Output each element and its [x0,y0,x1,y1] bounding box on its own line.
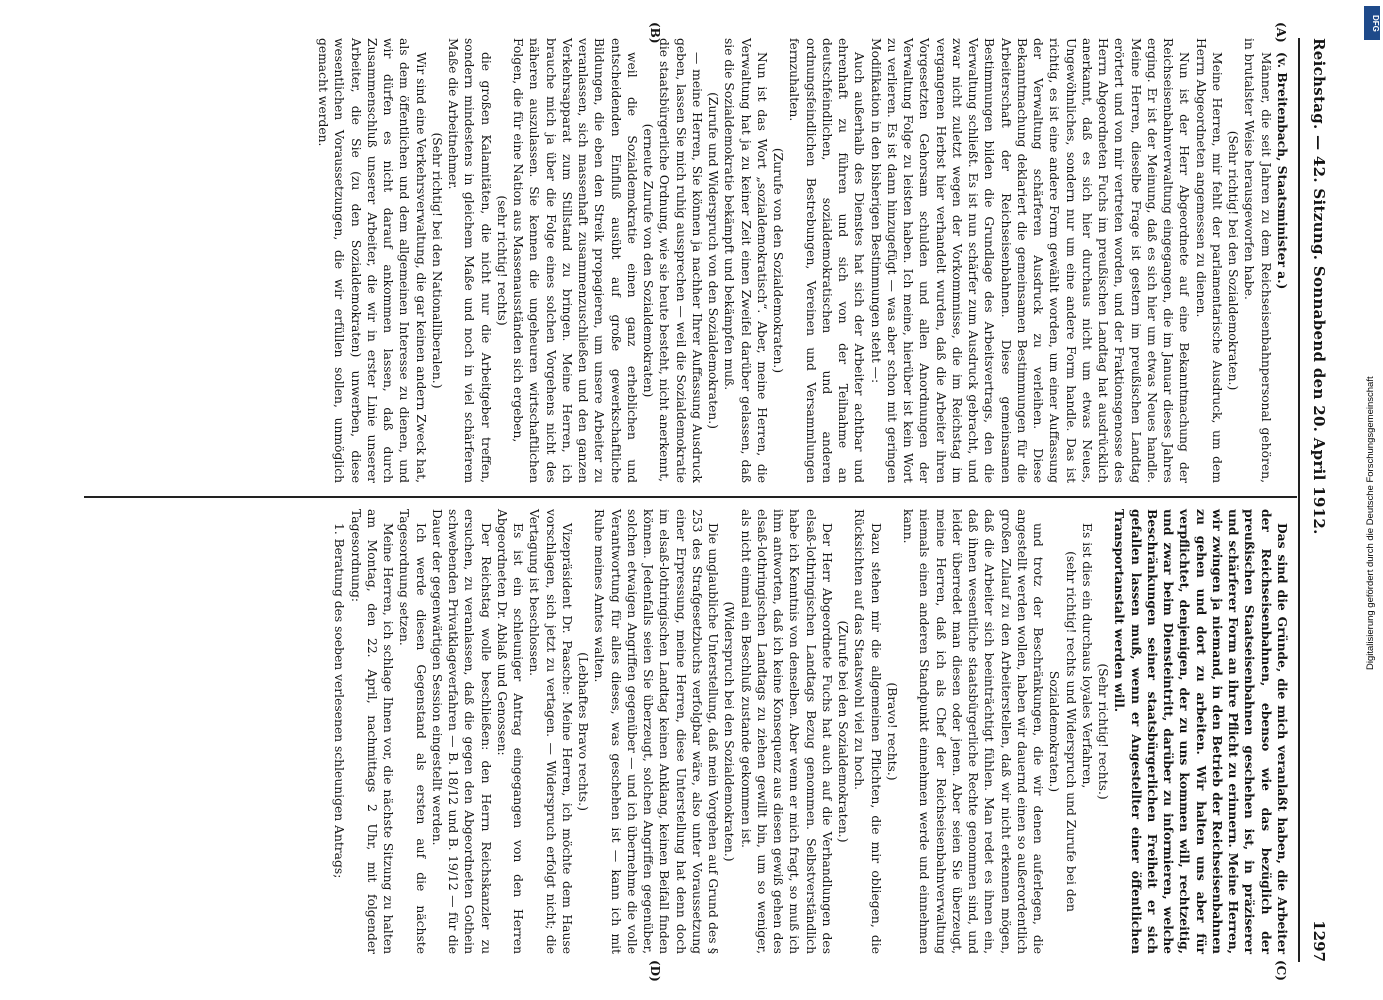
margin-marker-c: (C) [1273,960,1288,981]
paragraph: Der Herr Abgeordnete Fuchs hat auch auf die Verhandlungen des elsaß-lothringischen Landtags Bezug genommen. Selbstverständlich habe ich Kenntnis von denselben. Aber wenn er mich fragt, so muß ich ihm antworten, daß ich keine Konsequenz aus diesen gewiß gehen des elsaß-lothringischen Landtags zu ziehen gewillt bin, um so weniger, als nicht einmal ein Beschluß zustande gekommen ist. [738,509,834,954]
interjection: (Widerspruch bei den Sozialdemokraten.) [722,601,736,862]
page-number: 1297 [1309,920,1328,962]
paragraph: Die unglaubliche Unterstellung, daß mein Vorgehen auf Grund des § 253 des Strafgesetzbuchs verfolgbar wäre, also unter Voraussetzung einer Erpressung, meine Herren, diese Unterstellung hat denn doch im elsaß-lothringischen Landtag keinen Anklang, keinen Beifall finden können. Jedenfalls seien Sie überzeugt, solchen Angriffen gegenüber, solchen etwaigen Angriffen gegenüber — und ich übernehme die volle Verantwortung für alles dieses, was geschehen ist — kann ich mit Ruhe meines Amtes walten. [592,509,720,954]
paragraph: Vizepräsident Dr. Paasche: Meine Herren, ich möchte dem Hause vorschlagen, sich jetzt zu vertagen. — Widerspruch erfolgt nicht; die Vertagung ist beschlossen. [527,509,574,954]
paragraph: und trotz der Beschränkungen, die wir denen auferlegen, die angestellt werden wollen, haben wir dauernd einen so außerordentlich großen Zulauf zu den Arbeiterstellen, daß wir nicht erkennen mögen, daß die Arbeiter sich beeinträchtigt fühlen. Man redet es ihnen ein, daß ihnen wesentliche staatsbürgerliche Rechte genommen sind, und leider überredet man diesen oder jenen. Aber seien Sie überzeugt, meine Herren, daß ich als Chef der Reichseisenbahnverwaltung niemals einen anderen Standpunkt einnehmen werde und einnehmen kann. [900,509,1045,954]
margin-marker-d: (D) [647,960,662,982]
quoted-regulation: Auch außerhalb des Dienstes hat sich der Arbeiter achtbar und ehrenhaft zu führen und sich von der Teilnahme an deutschfeindlichen, sozialdemokratischen und anderen ordnungsfeindlichen Bestrebungen, Vereinen und Versammlungen fernzuhalten. [787,38,866,483]
left-column [315,38,1290,483]
paragraph: Ich werde diesen Gegenstand als ersten auf die nächste Tagesordnung setzen. [397,509,428,954]
interjection: (erneute Zurufe von den Sozialdemokraten) [640,123,655,398]
interjection: (Zurufe und Widerspruch von den Sozialdemokraten.) [705,92,720,429]
paragraph: Meine Herren, mir fehlt der parlamentarische Ausdruck, um dem Herrn Abgeordneten angemessen zu dienen. [1193,38,1224,483]
page-header [1304,38,1336,962]
dfg-logo: DFG [1364,6,1380,40]
interjection: (sehr richtig! rechts) [494,195,509,326]
interjection: (Sehr richtig! bei den Nationalliberalen.) [429,132,444,389]
paragraph: Es ist dies ein durchaus loyales Verfahren, [1079,523,1094,789]
interjection: (Lebhaftes Bravo rechts.) [575,652,590,811]
header-rule [1298,38,1300,962]
paragraph: Wir sind eine Verkehrsverwaltung, die gar keinen andern Zweck hat, als dem öffentlichen und dem allgemeinen Interesse zu dienen, und wir dürfen es nicht darauf ankommen lassen, daß durch Zusammenschluß unserer Arbeiter, die wir in erster Linie unserer Arbeiter, die Sie (zu den Sozialdemokraten) unwerben, diese wesentlichen Voraussetzungen, die wir erfüllen sollen, unmöglich gemacht werden. [315,38,428,483]
interjection: (sehr richtig! rechts und Widerspruch und Zurufe bei den Sozialdemokraten.) [1047,551,1078,912]
digitization-credit: Digitalisierung gefördert durch die Deutsche Forschungsgemeinschaft [1365,376,1376,670]
column-divider [84,496,1297,498]
paragraph: Männer, die seit Jahren zu dem Reichseisenbahnpersonal gehören, in brutalster Weise herausgeworfen habe. [1242,38,1273,483]
paragraph: Das sind die Gründe, die mich veranlaßt haben, die Arbeiter der Reichseisenbahnen, ebenso wie das bezüglich der preußischen Staatseisenbahnen geschehen ist, in präziserer und schärferer Form an ihre Pflicht zu erinnern. Meine Herren, wir zwingen ja niemand, in den Betrieb der Reichseisenbahnen zu gehen und dort zu arbeiten. Wir halten uns aber für verpflichtet, denjenigen, der zu uns kommen will, rechtzeitig, und zwar beim Diensteintritt, darüber zu informieren, welche Beschränkungen seiner staatsbürgerlichen Freiheit er sich gefallen lassen muß, wenn er Angestellter einer öffentlichen Transportanstalt werden will. [1112,509,1290,954]
interjection: (Sehr richtig! rechts.) [1095,663,1110,800]
paragraph: — meine Herren, Sie können ja nachher Ihrer Auffassung Ausdruck geben, lassen Sie mich ruhig aussprechen — weil die Sozialdemokratie die staatsbürgerliche Ordnung, wie sie heute besteht, nicht anerkennt, [657,38,704,483]
rotated-newspaper-page [42,20,1342,980]
paragraph: Meine Herren, ich schlage Ihnen vor, die nächste Sitzung zu halten am Montag, den 22. April, nachmittags 2 Uhr, mit folgender Tagesordnung: [348,509,395,954]
paragraph: weil die Sozialdemokratie einen ganz erheblichen und entscheidenden Einfluß ausübt auf große gewerkschaftliche Bildungen, die eben den Streik propagieren, um unsere Arbeiter zu veranlassen, sich massenhaft zusammenzuschließen und den ganzen Verkehrsapparat zum Stillstand zu bringen. Meine Herren, ich brauche mich ja über die Folge eines solchen Vorgehens nicht des näheren auszulassen. Sie kennen die ungeheuren wirtschaftlichen Folgen, die für eine Nation aus Massenausständen sich ergeben, [510,38,639,483]
margin-marker-b: (B) [647,22,662,44]
motion-text: Der Reichstag wolle beschließen: den Herrn Reichskanzler zu ersuchen, zu veranlassen, daß die gegen den Abgeordneten Gothein schwebenden Privatklageverfahren — B. 18/12 und B. 19/12 — für die Dauer der gegenwärtigen Session eingestellt werden. [429,509,493,954]
agenda-item: 1. Beratung des soeben verlesenen schleunigen Antrags; [332,523,346,879]
interjection: (Sehr richtig! bei den Sozialdemokraten.) [1225,130,1240,391]
paragraph: die großen Kalamitäten, die nicht nur die Arbeitgeber treffen, sondern mindestens in gleichem Maße und noch in viel schärferem Maße die Arbeitnehmer. [445,38,493,483]
header-title: Reichstag. — 42. Sitzung. Sonnabend den 20. April 1912. [1309,38,1328,535]
margin-marker-a: (A) [1273,22,1288,43]
interjection: (Zurufe von den Sozialdemokraten.) [770,147,785,374]
paragraph: Nun ist das Wort „sozialdemokratisch“. Aber, meine Herren, die Verwaltung hat ja zu keiner Zeit einen Zweifel darüber gelassen, daß sie die Sozialdemokratie bekämpft und bekämpfen muß. [722,38,769,483]
paragraph: Es ist ein schleuniger Antrag eingegangen von den Herren Abgeordneten Dr. Ablaß und Genossen: [494,509,525,954]
right-column [331,509,1290,954]
paragraph: Nun ist der Herr Abgeordnete auf eine Bekanntmachung der Reichseisenbahnverwaltung eingegangen, die im Januar dieses Jahres erging. Er ist der Meinung, daß es sich hier um etwas Neues handle. Meine Herren, dieselbe Frage ist gestern im preußischen Landtag erörtert und von mir vertreten worden, und der Fraktionsgenosse des Herrn Abgeordneten Fuchs im preußischen Landtag hat ausdrücklich anerkannt, daß es sich hier durchaus nicht um etwas Neues, Ungewöhnliches, sondern nur um eine andere Form handle. Das ist richtig, es ist eine andere Form gewählt worden, um einer Auffassung der Verwaltung schärferen Ausdruck zu verleihen. Diese Bekanntmachung deklariert die gemeinsamen Bestimmungen für die Arbeiterschaft der Reichseisenbahnen. Diese gemeinsamen Bestimmungen bilden die Grundlage des Arbeitsvertrags, den die Verwaltung schließt. Es ist nun schärfer zum Ausdruck gebracht, und zwar nicht zuletzt wegen der Vorkommnisse, die im Reichstag im vergangenen Herbst hier verhandelt wurden, daß die Arbeiter ihren Vorgesetzten Gehorsam schulden und allen Anordnungen der Verwaltung Folge zu leisten haben. Ich meine, hierüber ist kein Wort zu verlieren. Es ist dann hinzugefügt — was aber schon mit geringen Modifikation in den bisherigen Bestimmungen steht —: [868,38,1191,483]
interjection: (Bravo! rechts.) [884,682,899,781]
speaker-line: (v. Breitenbach, Staatsminister a.) [1274,52,1290,290]
paragraph: Dazu stehen mir die allgemeinen Pflichten, die mir obliegen, die Rücksichten auf das Staatswohl viel zu hoch. [852,509,883,954]
interjection: (Zurufe bei den Sozialdemokraten.) [835,620,850,843]
